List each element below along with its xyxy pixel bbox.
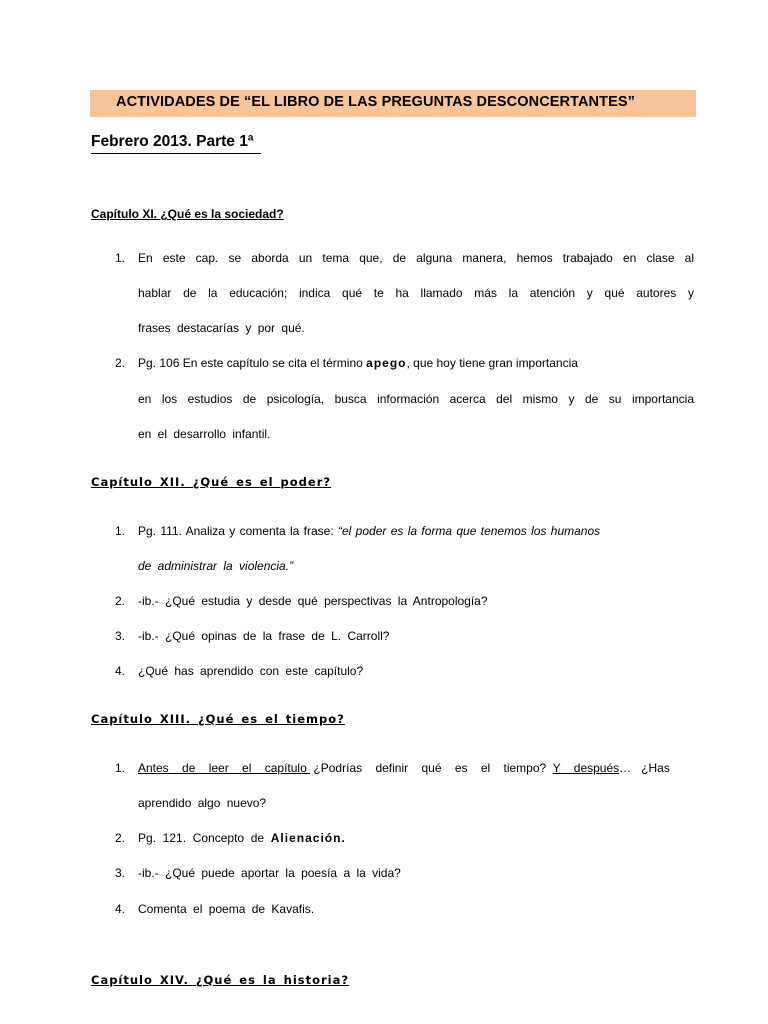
document-subtitle: Febrero 2013. Parte 1ª: [91, 133, 254, 150]
question-text: hablar de la educación; indica qué te ha llamado más la atención y qué autores y: [138, 286, 694, 300]
term-alienacion: Alienación.: [270, 831, 346, 845]
question-text: Comenta el poema de Kavafis.: [138, 902, 315, 916]
question-text: de administrar la violencia.”: [138, 559, 294, 573]
list-number: 2.: [115, 356, 126, 370]
question-text: frases destacarías y por qué.: [138, 321, 305, 335]
question-text: en los estudios de psicología, busca información acerca del mismo y de su importancia: [138, 392, 694, 406]
list-number: 2.: [115, 594, 126, 608]
list-number: 1.: [115, 524, 126, 538]
list-number: 1.: [115, 761, 126, 775]
question-text: En este cap. se aborda un tema que, de alguna manera, hemos trabajado en clase al: [138, 251, 694, 265]
question-text: Pg. 121. Concepto de Alienación.: [138, 831, 346, 845]
question-text: en el desarrollo infantil.: [138, 427, 271, 441]
subtitle-underline: [91, 153, 261, 154]
list-number: 3.: [115, 866, 126, 880]
question-text: -ib.- ¿Qué estudia y desde qué perspectivas la Antropología?: [138, 594, 488, 608]
question-text: ¿Qué has aprendido con este capítulo?: [138, 664, 364, 678]
question-text: Pg. 111. Analiza y comenta la frase: “el poder es la forma que tenemos los humanos: [138, 524, 601, 538]
question-text: -ib.- ¿Qué opinas de la frase de L. Carroll?: [138, 629, 390, 643]
document-title: ACTIVIDADES DE “EL LIBRO DE LAS PREGUNTAS DESCONCERTANTES”: [116, 94, 635, 110]
term-apego: apego: [366, 356, 407, 370]
list-number: 3.: [115, 629, 126, 643]
question-text: -ib.- ¿Qué puede aportar la poesía a la vida?: [138, 866, 401, 880]
list-number: 2.: [115, 831, 126, 845]
chapter-xiv-heading: Capítulo XIV. ¿Qué es la historia?: [91, 973, 350, 987]
question-text: aprendido algo nuevo?: [138, 796, 267, 810]
chapter-xi-heading: Capítulo XI. ¿Qué es la sociedad?: [91, 207, 284, 221]
chapter-xii-heading: Capítulo XII. ¿Qué es el poder?: [91, 475, 332, 489]
chapter-xiii-heading: Capítulo XIII. ¿Qué es el tiempo?: [91, 712, 345, 726]
list-number: 4.: [115, 664, 126, 678]
list-number: 1.: [115, 251, 126, 265]
question-text: Antes de leer el capítulo ¿Podrías definir qué es el tiempo? Y después… ¿Has: [138, 761, 670, 775]
question-text: Pg. 106 En este capítulo se cita el término apego, que hoy tiene gran importancia: [138, 356, 578, 370]
quote: “el poder es la forma que tenemos los humanos: [338, 524, 601, 538]
list-number: 4.: [115, 902, 126, 916]
